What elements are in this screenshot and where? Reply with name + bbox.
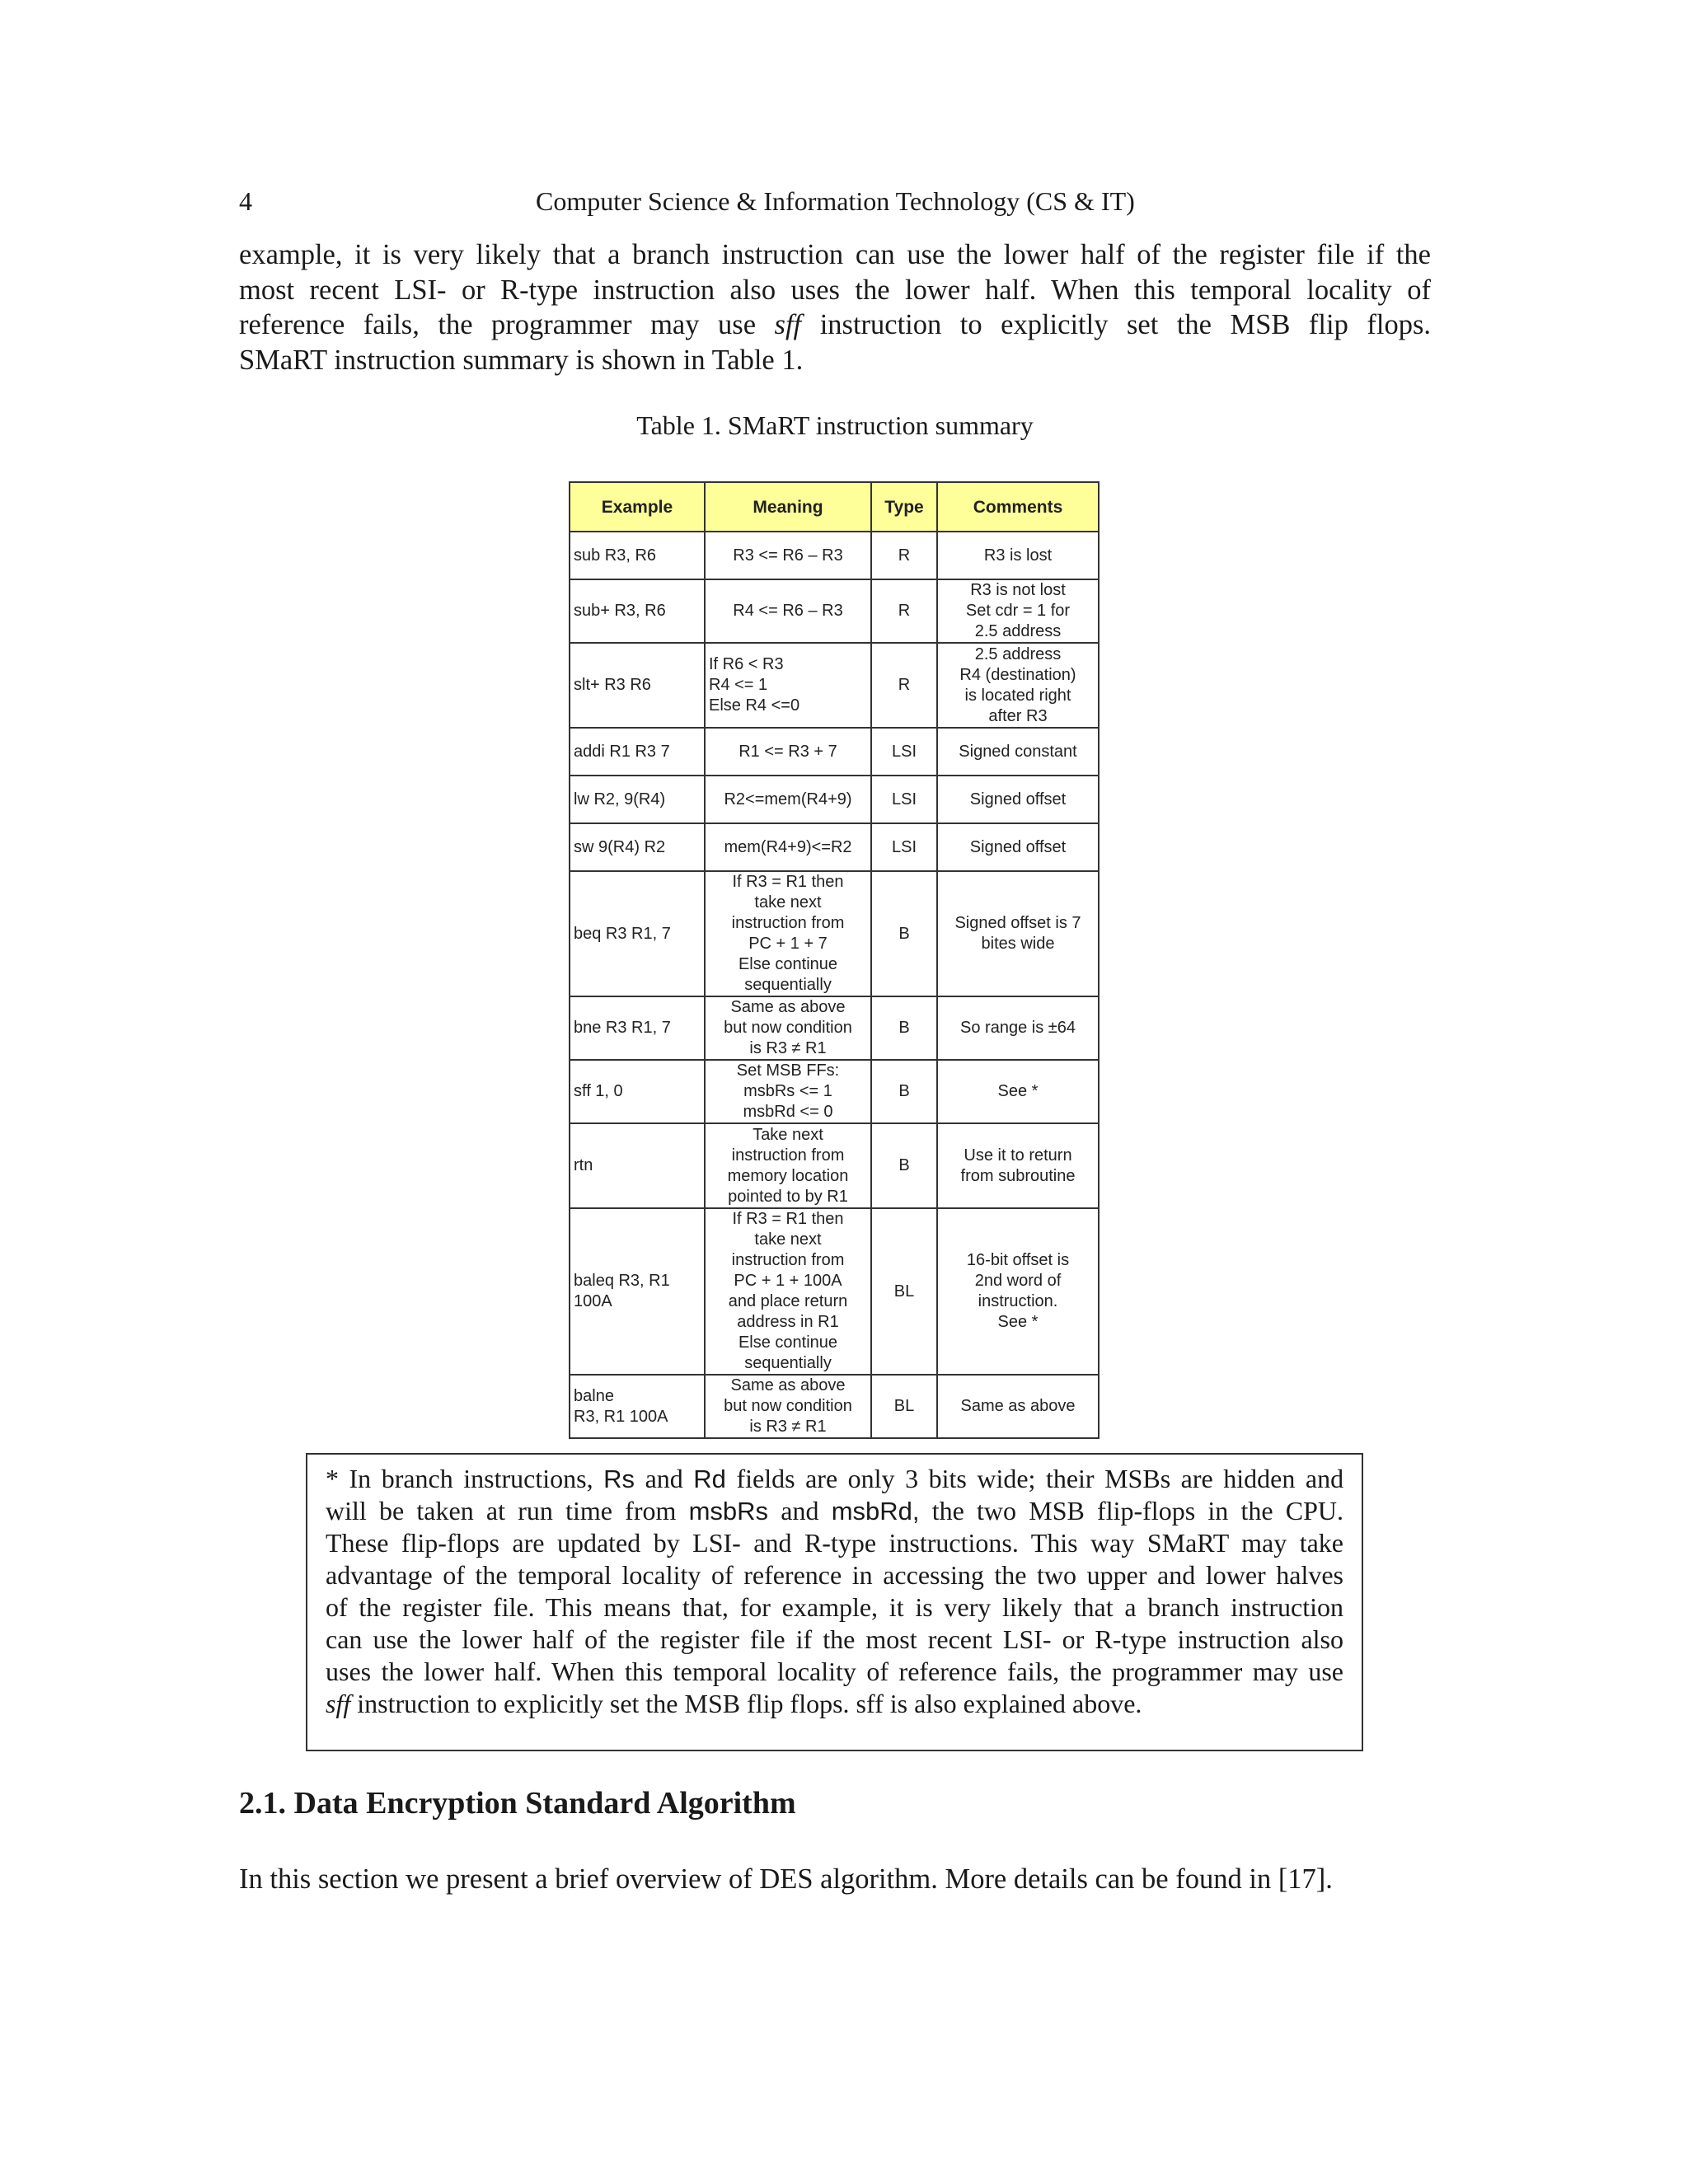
meaning-cell-line: is R3 ≠ R1 — [749, 1039, 827, 1057]
intro-line — [239, 307, 1431, 343]
note-line: of the register file. This means that, for example, it is very likely that a branch instruction — [326, 1592, 1343, 1622]
intro-line: most recent LSI- or R-type instruction also uses the lower half. When this temporal locality of — [239, 274, 1431, 306]
note-line — [326, 1688, 1343, 1720]
meaning-cell-line: take next — [754, 893, 822, 912]
comments-cell-line: is located right — [964, 686, 1071, 705]
meaning-cell-line: Set MSB FFs: — [736, 1062, 840, 1080]
note-text: and — [645, 1464, 683, 1493]
intro-paragraph — [239, 237, 1431, 377]
meaning-cell-line: msbRd <= 0 — [743, 1103, 833, 1121]
meaning-cell-line: If R3 = R1 then — [732, 1210, 844, 1228]
comments-cell-line: 2nd word of — [974, 1272, 1062, 1290]
example-cell — [570, 1208, 705, 1375]
comments-cell-line: R3 is lost — [983, 546, 1053, 565]
comments-cell-line: instruction. — [978, 1292, 1058, 1310]
comments-cell — [937, 1208, 1099, 1375]
column-header: Comments — [937, 482, 1099, 532]
table-caption: Table 1. SMaRT instruction summary — [636, 410, 1034, 440]
field-name: Rd — [693, 1465, 726, 1493]
example-cell-line: bne R3 R1, 7 — [574, 1019, 671, 1037]
meaning-cell-line: sequentially — [744, 976, 832, 994]
type-cell: R — [871, 579, 937, 643]
comments-cell — [937, 1375, 1099, 1438]
comments-cell — [937, 728, 1099, 776]
type-cell: LSI — [871, 823, 937, 871]
comments-cell-line: Signed constant — [959, 742, 1077, 761]
comments-cell-line: 2.5 address — [974, 644, 1062, 663]
sff-term: sff — [326, 1689, 351, 1718]
example-cell-line: lw R2, 9(R4) — [574, 790, 666, 808]
column-header: Meaning — [705, 482, 871, 532]
type-cell: B — [871, 871, 937, 996]
column-header: Example — [570, 482, 705, 532]
comments-cell — [937, 1060, 1099, 1123]
type-cell: BL — [871, 1208, 937, 1375]
comments-cell — [937, 871, 1099, 996]
meaning-cell — [705, 996, 871, 1060]
meaning-cell-line: R1 <= R3 + 7 — [738, 742, 837, 761]
meaning-cell-line: instruction from — [731, 1251, 845, 1269]
example-cell — [570, 776, 705, 823]
comments-cell-line: Use it to return — [964, 1146, 1072, 1165]
comments-cell-line: Signed offset — [969, 837, 1067, 856]
example-cell — [570, 643, 705, 728]
table-row — [570, 823, 1099, 871]
comments-cell-line: Signed offset — [969, 790, 1067, 808]
meaning-cell — [705, 532, 871, 579]
table-row — [570, 1123, 1099, 1208]
note-line: These flip-flops are updated by LSI- and R-type instructions. This way SMaRT may take — [326, 1528, 1343, 1558]
example-cell-line: sff 1, 0 — [574, 1082, 623, 1100]
example-cell — [570, 823, 705, 871]
field-name: Rs — [603, 1465, 635, 1493]
table-row — [570, 532, 1099, 579]
type-cell: LSI — [871, 776, 937, 823]
field-name: msbRs — [688, 1497, 769, 1526]
meaning-cell-line: R3 <= R6 – R3 — [733, 546, 843, 565]
meaning-cell-line: pointed to by R1 — [728, 1187, 848, 1206]
table-row — [570, 643, 1099, 728]
meaning-cell-line: R4 <= 1 — [709, 676, 768, 694]
meaning-cell-line: but now condition — [724, 1397, 852, 1415]
table-row — [570, 871, 1099, 996]
note-line: advantage of the temporal locality of reference in accessing the two upper and lower halves — [326, 1560, 1343, 1590]
meaning-cell-line: but now condition — [724, 1019, 852, 1037]
note-text: fields are only 3 bits wide; their MSBs are hidden and — [736, 1464, 1344, 1493]
comments-cell — [937, 823, 1099, 871]
meaning-cell-line: address in R1 — [737, 1313, 839, 1331]
comments-cell-line: Set cdr = 1 for — [965, 602, 1071, 620]
type-cell: B — [871, 1060, 937, 1123]
table-row — [570, 776, 1099, 823]
meaning-cell-line: Else continue — [738, 1333, 838, 1352]
meaning-cell — [705, 643, 871, 728]
example-cell-line: beq R3 R1, 7 — [574, 924, 671, 943]
comments-cell-line: 2.5 address — [974, 622, 1062, 640]
note-line: can use the lower half of the register file if the most recent LSI- or R-type instruction also — [326, 1624, 1343, 1654]
table-row — [570, 1060, 1099, 1123]
example-cell-line: addi R1 R3 7 — [574, 742, 670, 761]
note-text: will be taken at run time from — [326, 1496, 677, 1526]
meaning-cell-line: If R6 < R3 — [709, 655, 784, 673]
example-cell-line: baleq R3, R1 — [574, 1272, 670, 1290]
section-heading: 2.1. Data Encryption Standard Algorithm — [239, 1786, 796, 1821]
footnote-box — [306, 1453, 1363, 1751]
meaning-cell-line: and place return — [728, 1292, 848, 1310]
page-number: 4 — [239, 186, 252, 216]
example-cell — [570, 579, 705, 643]
table-row — [570, 728, 1099, 776]
comments-cell-line: See * — [997, 1313, 1039, 1331]
meaning-cell-line: Else continue — [738, 955, 838, 973]
type-cell: B — [871, 996, 937, 1060]
meaning-cell-line: R4 <= R6 – R3 — [733, 602, 843, 620]
example-cell-line: sub R3, R6 — [574, 546, 657, 565]
meaning-cell — [705, 579, 871, 643]
example-cell-line: sw 9(R4) R2 — [574, 837, 666, 856]
example-cell-line: R3, R1 100A — [574, 1407, 668, 1426]
comments-cell-line: See * — [997, 1082, 1039, 1100]
meaning-cell — [705, 1208, 871, 1375]
table-row — [570, 996, 1099, 1060]
meaning-cell — [705, 1375, 871, 1438]
comments-cell-line: 16-bit offset is — [966, 1251, 1070, 1269]
column-header: Type — [871, 482, 937, 532]
intro-text: reference fails, the programmer may use — [239, 309, 757, 340]
meaning-cell-line: PC + 1 + 7 — [748, 935, 828, 953]
sff-term: sff — [774, 309, 802, 340]
example-cell — [570, 1123, 705, 1208]
example-cell — [570, 996, 705, 1060]
comments-cell-line: R3 is not lost — [970, 581, 1066, 599]
example-cell — [570, 871, 705, 996]
meaning-cell-line: msbRs <= 1 — [743, 1082, 832, 1100]
comments-cell — [937, 579, 1099, 643]
intro-line: SMaRT instruction summary is shown in Table 1. — [239, 344, 804, 376]
example-cell-line: sub+ R3, R6 — [574, 602, 666, 620]
meaning-cell-line: mem(R4+9)<=R2 — [724, 837, 852, 856]
example-cell — [570, 532, 705, 579]
meaning-cell-line: sequentially — [744, 1354, 832, 1372]
example-cell-line: slt+ R3 R6 — [574, 676, 651, 694]
note-line: uses the lower half. When this temporal locality of reference fails, the programmer may use — [326, 1657, 1343, 1686]
comments-cell — [937, 1123, 1099, 1208]
running-header — [239, 186, 1431, 219]
type-cell: R — [871, 643, 937, 728]
type-cell: R — [871, 532, 937, 579]
comments-cell-line: R4 (destination) — [959, 665, 1076, 684]
meaning-cell-line: R2<=mem(R4+9) — [724, 790, 852, 808]
journal-title: Computer Science & Information Technology (CS & IT) — [536, 186, 1135, 216]
table-row — [570, 579, 1099, 643]
comments-cell — [937, 643, 1099, 728]
meaning-cell-line: memory location — [727, 1166, 849, 1185]
comments-cell-line: So range is ±64 — [960, 1019, 1076, 1037]
meaning-cell — [705, 871, 871, 996]
note-text: and — [781, 1496, 819, 1526]
type-cell: LSI — [871, 728, 937, 776]
table-row — [570, 1208, 1099, 1375]
meaning-cell-line: instruction from — [731, 914, 845, 932]
comments-cell-line: bites wide — [981, 935, 1055, 953]
comments-cell-line: Same as above — [960, 1397, 1076, 1415]
meaning-cell-line: Same as above — [730, 998, 846, 1016]
meaning-cell — [705, 1060, 871, 1123]
section-paragraph: In this section we present a brief overview of DES algorithm. More details can be found in [17]. — [239, 1863, 1333, 1895]
example-cell-line: rtn — [574, 1156, 593, 1174]
table-row — [570, 1375, 1099, 1438]
note-text: the two MSB flip-flops in the CPU. — [931, 1496, 1344, 1526]
example-cell — [570, 1375, 705, 1438]
comments-cell-line: after R3 — [988, 706, 1048, 725]
note-text: instruction to explicitly set the MSB flip flops. sff is also explained above. — [357, 1689, 1142, 1718]
example-cell — [570, 728, 705, 776]
meaning-cell — [705, 776, 871, 823]
meaning-cell-line: Take next — [753, 1125, 823, 1144]
comments-cell — [937, 996, 1099, 1060]
intro-line: example, it is very likely that a branch instruction can use the lower half of the register file if the — [239, 239, 1431, 270]
comments-cell-line: from subroutine — [960, 1166, 1076, 1185]
example-cell — [570, 1060, 705, 1123]
meaning-cell — [705, 728, 871, 776]
note-line — [326, 1463, 1343, 1495]
meaning-cell-line: instruction from — [731, 1146, 845, 1165]
meaning-cell-line: Else R4 <=0 — [709, 696, 800, 715]
meaning-cell-line: take next — [754, 1230, 822, 1249]
comments-cell — [937, 776, 1099, 823]
field-name: msbRd, — [831, 1497, 920, 1526]
meaning-cell — [705, 1123, 871, 1208]
type-cell: BL — [871, 1375, 937, 1438]
meaning-cell-line: If R3 = R1 then — [732, 873, 844, 891]
type-cell: B — [871, 1123, 937, 1208]
comments-cell-line: Signed offset is 7 — [954, 914, 1081, 932]
note-text: * In branch instructions, — [326, 1464, 593, 1493]
meaning-cell-line: PC + 1 + 100A — [734, 1272, 842, 1290]
meaning-cell-line: is R3 ≠ R1 — [749, 1418, 827, 1436]
example-cell-line: 100A — [574, 1292, 612, 1310]
note-line — [326, 1495, 1343, 1527]
intro-text: instruction to explicitly set the MSB flip flops. — [819, 309, 1431, 340]
comments-cell — [937, 532, 1099, 579]
table-header-row — [570, 482, 1099, 532]
meaning-cell-line: Same as above — [730, 1376, 846, 1394]
meaning-cell — [705, 823, 871, 871]
instruction-summary-table — [569, 481, 1100, 1439]
example-cell-line: balne — [574, 1386, 614, 1405]
